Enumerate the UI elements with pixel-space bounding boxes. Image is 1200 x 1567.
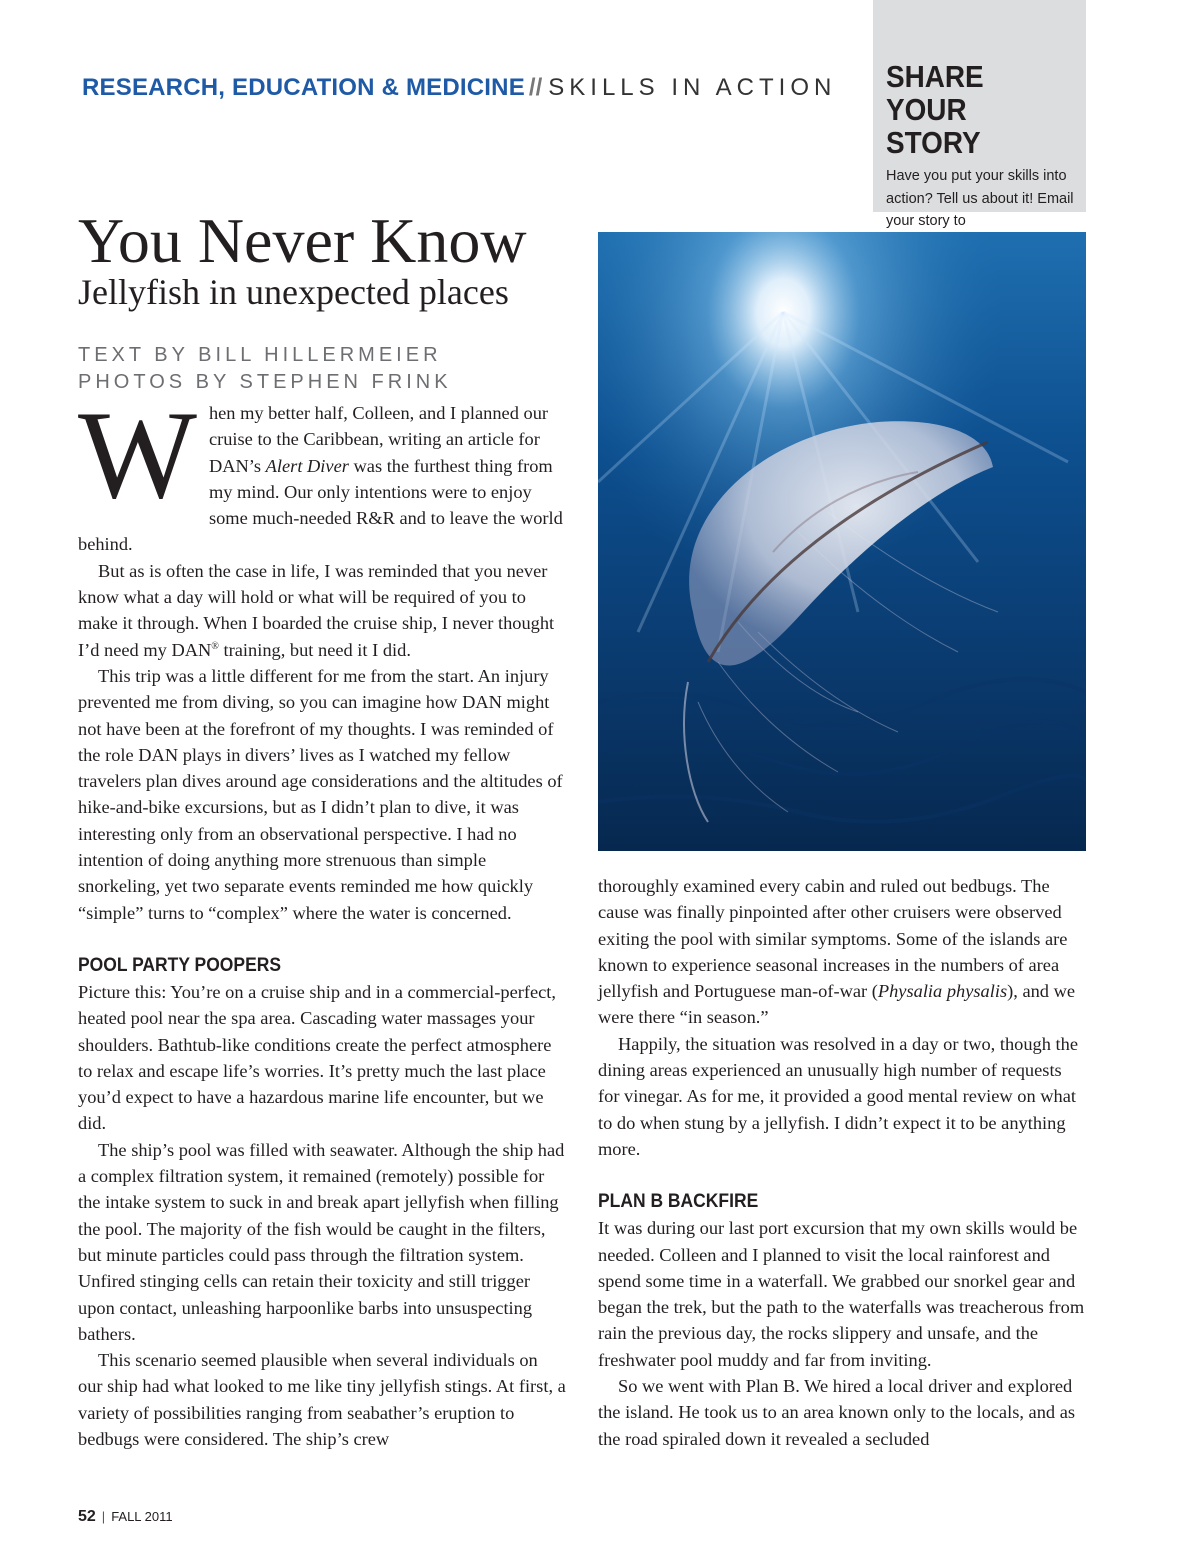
section-header <box>82 74 836 102</box>
article-subtitle: Jellyfish in unexpected places <box>78 272 509 312</box>
article-column-right <box>598 873 1086 1452</box>
share-text: Have you put your skills into action? Tell us about it! Email your story to <box>886 168 1074 229</box>
paragraph: But as is often the case in life, I was reminded that you never know what a day will hold or what will be required of you to make it through. When I boarded the cruise ship, I never thought I’d need my DAN® training, but need it I did. <box>78 560 555 660</box>
page-footer <box>78 1508 173 1526</box>
share-your-story-box <box>873 0 1086 229</box>
paragraph: thoroughly examined every cabin and ruled out bedbugs. The cause was finally pinpointed after other cruisers were observed exiting the pool with similar symptoms. Some of the islands are known to experience seasonal increases in the numbers of area jellyfish and Portuguese man-of-war (Physalia physalis), and we were there “in season.” <box>598 876 1076 1028</box>
paragraph: This scenario seemed plausible when several individuals on our ship had what looked to me like tiny jellyfish stings. At first, a variety of possibilities ranging from seabather’s eruption to bedbugs were considered. The ship’s crew <box>78 1350 566 1449</box>
paragraph: Happily, the situation was resolved in a day or two, though the dining areas experienced an unusually high number of requests for vinegar. As for me, it provided a good mental review on what to do when stung by a jellyfish. I didn’t expect it to be anything more. <box>598 1033 1079 1159</box>
issue-label: FALL 2011 <box>111 1509 173 1524</box>
article-title: You Never Know <box>78 205 527 276</box>
share-title: SHARE YOUR STORY <box>886 59 984 160</box>
paragraph: So we went with Plan B. We hired a local driver and explored the island. He took us to an area known only to the locals, and as the road spiraled down it revealed a secluded <box>598 1376 1076 1449</box>
subhead: POOL PARTY POOPERS <box>78 954 282 976</box>
paragraph: The ship’s pool was filled with seawater. Although the ship had a complex filtration system, it remained (remotely) possible for the intake system to suck in and break apart jellyfish when filling the pool. The majority of the fish would be caught in the filters, but minute particles could pass through the filtration system. Unfired stinging cells can retain their toxicity and still trigger upon contact, unleashing harpoonlike barbs into unsuspecting bathers. <box>78 1139 565 1344</box>
section-separator: // <box>528 74 543 101</box>
drop-cap: W <box>78 386 197 525</box>
page-number: 52 <box>78 1508 96 1525</box>
subsection-name: SKILLS IN ACTION <box>548 74 837 101</box>
paragraph: This trip was a little different for me from the start. An injury prevented me from diving, so you can imagine how DAN might not have been at the forefront of my thoughts. I was reminded of the role DAN plays in divers’ lives as I watched my fellow travelers plan dives around age considerations and the altitudes of hike-and-bike excursions, but as I didn’t plan to dive, it was interesting only from an observational perspective. I had no intention of doing anything more strenuous than simple snorkeling, yet two separate events reminded me how quickly “simple” turns to “complex” where the water is concerned. <box>78 665 563 923</box>
section-name: RESEARCH, EDUCATION & MEDICINE <box>82 74 525 101</box>
paragraph: When my better half, Colleen, and I planned our cruise to the Caribbean, writing an article for DAN’s Alert Diver was the furthest thing from my mind. Our only intentions were to enjoy some much-needed R&R and to leave the world behind. <box>78 386 563 555</box>
paragraph: Picture this: You’re on a cruise ship and in a commercial-perfect, heated pool near the spa area. Cascading water massages your shoulders. Bathtub-like conditions create the perfect atmosphere to relax and escape life’s worries. It’s pretty much the last place you’d expect to have a hazardous marine life encounter, but we did. <box>78 981 557 1134</box>
subhead: PLAN B BACKFIRE <box>598 1191 759 1213</box>
article-column-left <box>78 386 566 1452</box>
byline-author: TEXT BY BILL HILLERMEIER <box>78 344 442 366</box>
byline-photographer: PHOTOS BY STEPHEN FRINK <box>78 371 452 393</box>
footer-divider: | <box>101 1509 106 1524</box>
paragraph: It was during our last port excursion that my own skills would be needed. Colleen and I planned to visit the local rainforest and spend some time in a waterfall. We grabbed our snorkel gear and began the trek, but the path to the waterfalls was treacherous from rain the previous day, the rocks slippery and unsafe, and the freshwater pool muddy and far from inviting. <box>598 1218 1085 1370</box>
jellyfish-photo <box>598 232 1086 851</box>
